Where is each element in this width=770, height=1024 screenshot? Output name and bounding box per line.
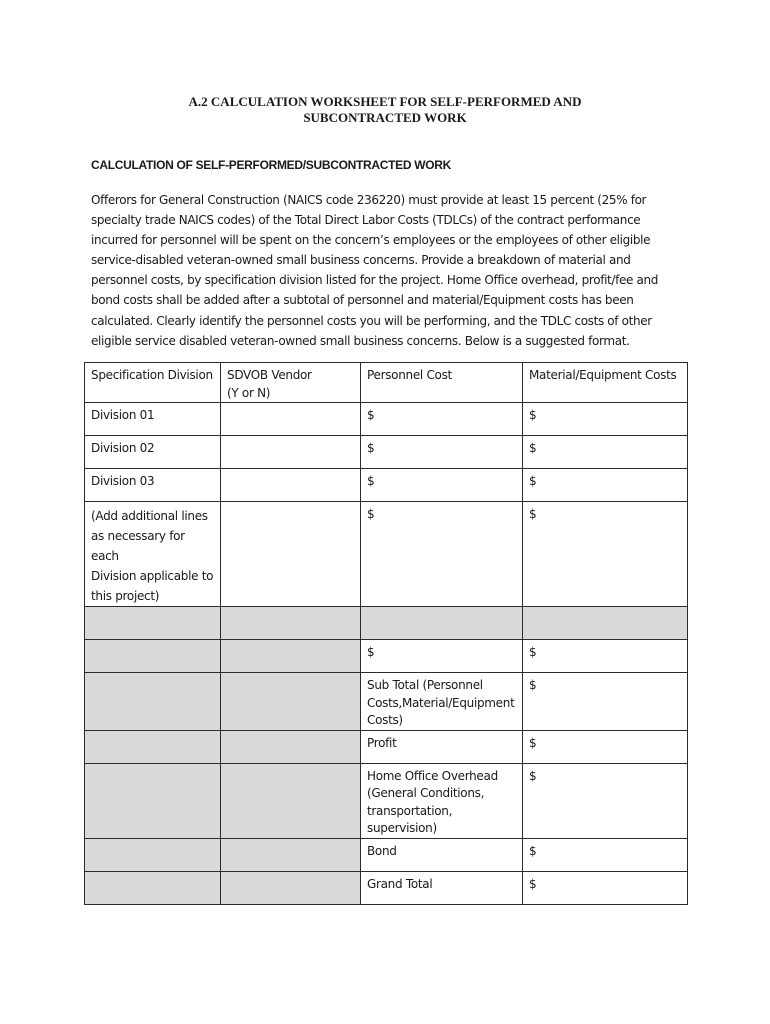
document-title-line-1: A.2 CALCULATION WORKSHEET FOR SELF-PERFORMED AND	[188, 94, 582, 109]
intro-line: specialty trade NAICS codes) of the Total Direct Labor Costs (TDLCs) of the contract performance	[91, 213, 641, 228]
personnel-cost-cell[interactable]: $	[361, 469, 523, 502]
shaded-cell	[221, 607, 361, 640]
subtotal-value-cell[interactable]: $	[523, 673, 688, 731]
header-spec-division: Specification Division	[85, 363, 221, 403]
shaded-cell	[221, 640, 361, 673]
intro-line: service-disabled veteran-owned small business concerns. Provide a breakdown of material and	[91, 253, 631, 268]
material-cost-cell[interactable]: $	[523, 403, 688, 436]
bond-label: Bond	[361, 838, 523, 871]
sdvob-cell[interactable]	[221, 403, 361, 436]
bond-value-cell[interactable]: $	[523, 838, 688, 871]
material-total-cell[interactable]: $	[523, 640, 688, 673]
subtotal-label-line: Sub Total (Personnel	[367, 678, 483, 692]
material-cost-cell[interactable]: $	[523, 469, 688, 502]
shaded-cell	[85, 838, 221, 871]
table-row	[85, 403, 688, 436]
sdvob-cell[interactable]	[221, 502, 361, 607]
shaded-cell	[361, 607, 523, 640]
add-lines-note-line: Division applicable to	[91, 569, 214, 583]
overhead-value-cell[interactable]: $	[523, 763, 688, 838]
shaded-cell	[221, 838, 361, 871]
add-lines-note-line: this project)	[91, 589, 160, 603]
personnel-cost-cell[interactable]: $	[361, 436, 523, 469]
sdvob-cell[interactable]	[221, 469, 361, 502]
shaded-cell	[85, 673, 221, 731]
division-label: Division 03	[85, 469, 221, 502]
overhead-label-line: transportation,	[367, 803, 453, 818]
intro-line: Offerors for General Construction (NAICS code 236220) must provide at least 15 percent (25% for	[91, 193, 647, 207]
table-row-subtotal	[85, 673, 688, 731]
division-label: Division 01	[85, 403, 221, 436]
shaded-cell	[221, 763, 361, 838]
shaded-cell	[523, 607, 688, 640]
intro-line: incurred for personnel will be spent on the concern’s employees or the employees of other eligible	[91, 233, 651, 248]
add-lines-note	[85, 502, 221, 607]
material-cost-cell[interactable]: $	[523, 436, 688, 469]
shaded-cell	[221, 730, 361, 763]
header-sdvob-vendor-line-2: (Y or N)	[227, 385, 271, 400]
shaded-cell	[85, 640, 221, 673]
subtotal-label-line: Costs,Material/Equipment	[367, 695, 515, 710]
shaded-cell	[85, 607, 221, 640]
shaded-cell	[221, 673, 361, 731]
intro-line: bond costs shall be added after a subtotal of personnel and material/Equipment costs has been	[91, 293, 634, 308]
overhead-label	[361, 763, 523, 838]
division-label: Division 02	[85, 436, 221, 469]
personnel-total-cell[interactable]: $	[361, 640, 523, 673]
table-row-grand-total	[85, 871, 688, 904]
personnel-cost-cell[interactable]: $	[361, 403, 523, 436]
overhead-label-line: Home Office Overhead	[367, 768, 498, 783]
shaded-cell	[85, 730, 221, 763]
grand-total-value-cell[interactable]: $	[523, 871, 688, 904]
subtotal-label-line: Costs)	[367, 713, 403, 727]
sdvob-cell[interactable]	[221, 436, 361, 469]
table-header-row	[85, 363, 688, 403]
intro-line: calculated. Clearly identify the personnel costs you will be performing, and the TDLC costs of other	[91, 313, 652, 328]
personnel-cost-cell[interactable]: $	[361, 502, 523, 607]
overhead-label-line: supervision)	[367, 821, 437, 835]
table-row-add-lines	[85, 502, 688, 607]
grand-total-label: Grand Total	[361, 871, 523, 904]
header-sdvob-vendor	[221, 363, 361, 403]
shaded-cell	[85, 871, 221, 904]
subtotal-label	[361, 673, 523, 731]
header-sdvob-vendor-line-1: SDVOB Vendor	[227, 368, 312, 382]
table-row-overhead	[85, 763, 688, 838]
add-lines-note-line: as necessary for each	[91, 529, 185, 563]
table-row-bond	[85, 838, 688, 871]
document-title-line-2: SUBCONTRACTED WORK	[303, 110, 467, 125]
table-row	[85, 469, 688, 502]
table-row-shaded	[85, 607, 688, 640]
table-row-totals	[85, 640, 688, 673]
intro-paragraph	[91, 190, 681, 351]
add-lines-note-line: (Add additional lines	[91, 509, 208, 523]
table-row	[85, 436, 688, 469]
header-material-cost: Material/Equipment Costs	[523, 363, 688, 403]
header-personnel-cost: Personnel Cost	[361, 363, 523, 403]
overhead-label-line: (General Conditions,	[367, 786, 485, 800]
material-cost-cell[interactable]: $	[523, 502, 688, 607]
intro-line: personnel costs, by specification division listed for the project. Home Office overhead, profit/fee and	[91, 273, 659, 288]
intro-line: eligible service disabled veteran-owned small business concerns. Below is a suggested format.	[91, 333, 630, 348]
shaded-cell	[85, 763, 221, 838]
profit-label: Profit	[361, 730, 523, 763]
document-title	[0, 94, 770, 126]
profit-value-cell[interactable]: $	[523, 730, 688, 763]
calculation-worksheet-table	[84, 362, 688, 905]
section-heading: CALCULATION OF SELF-PERFORMED/SUBCONTRACTED WORK	[91, 158, 452, 172]
shaded-cell	[221, 871, 361, 904]
table-row-profit	[85, 730, 688, 763]
